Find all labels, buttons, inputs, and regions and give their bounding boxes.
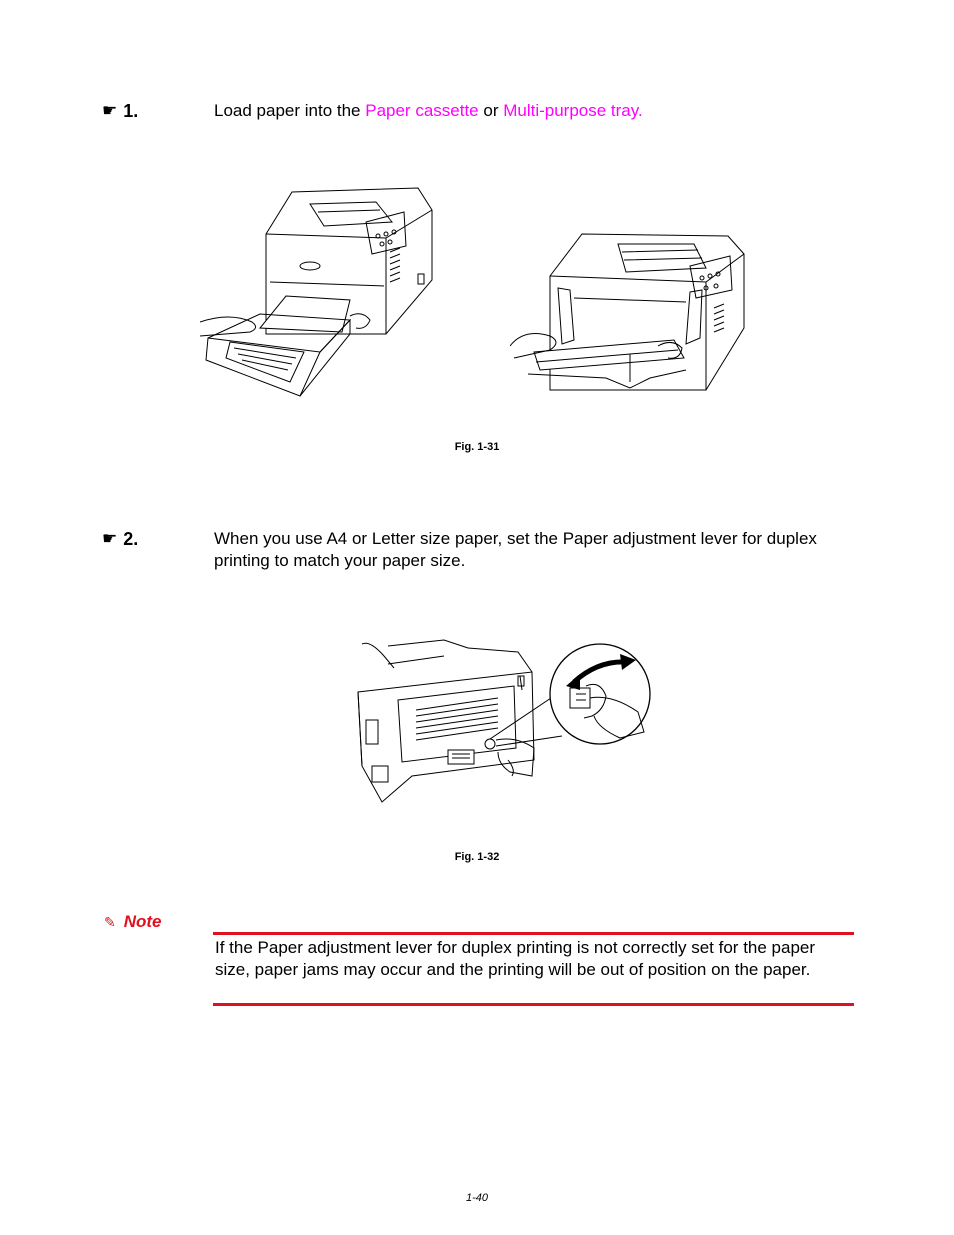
step-1-text-before: Load paper into the <box>214 101 366 120</box>
pointing-hand-icon: ☛ <box>102 529 118 548</box>
paper-adjustment-lever-illustration <box>348 636 654 808</box>
multi-purpose-tray-link[interactable]: Multi-purpose tray. <box>503 101 643 120</box>
note-label: Note <box>123 912 162 931</box>
page-number: 1-40 <box>465 1192 489 1204</box>
step-1-marker <box>102 100 138 122</box>
note-top-rule <box>213 932 854 935</box>
step-1-number: 1. <box>123 101 139 121</box>
figure-caption-1-32: Fig. 1-32 <box>454 851 500 863</box>
note-heading <box>104 911 162 933</box>
printer-multi-purpose-tray-illustration <box>510 228 750 396</box>
figure-caption-1-31: Fig. 1-31 <box>454 441 500 453</box>
step-2-marker <box>102 528 138 550</box>
step-1-text-middle: or <box>478 101 504 120</box>
paper-cassette-link[interactable]: Paper cassette <box>365 101 479 120</box>
note-bottom-rule <box>213 1003 854 1006</box>
step-2-text: When you use A4 or Letter size paper, set the Paper adjustment lever for duplex printing to match your paper size. <box>214 529 817 570</box>
step-2-number: 2. <box>123 529 139 549</box>
printer-paper-cassette-illustration <box>200 182 440 400</box>
pencil-icon: ✎ <box>104 914 116 930</box>
step-1-text <box>214 100 844 122</box>
pointing-hand-icon: ☛ <box>102 101 118 120</box>
note-text: If the Paper adjustment lever for duplex printing is not correctly set for the paper size, paper jams may occur and the printing will be out of position on the paper. <box>215 938 816 979</box>
